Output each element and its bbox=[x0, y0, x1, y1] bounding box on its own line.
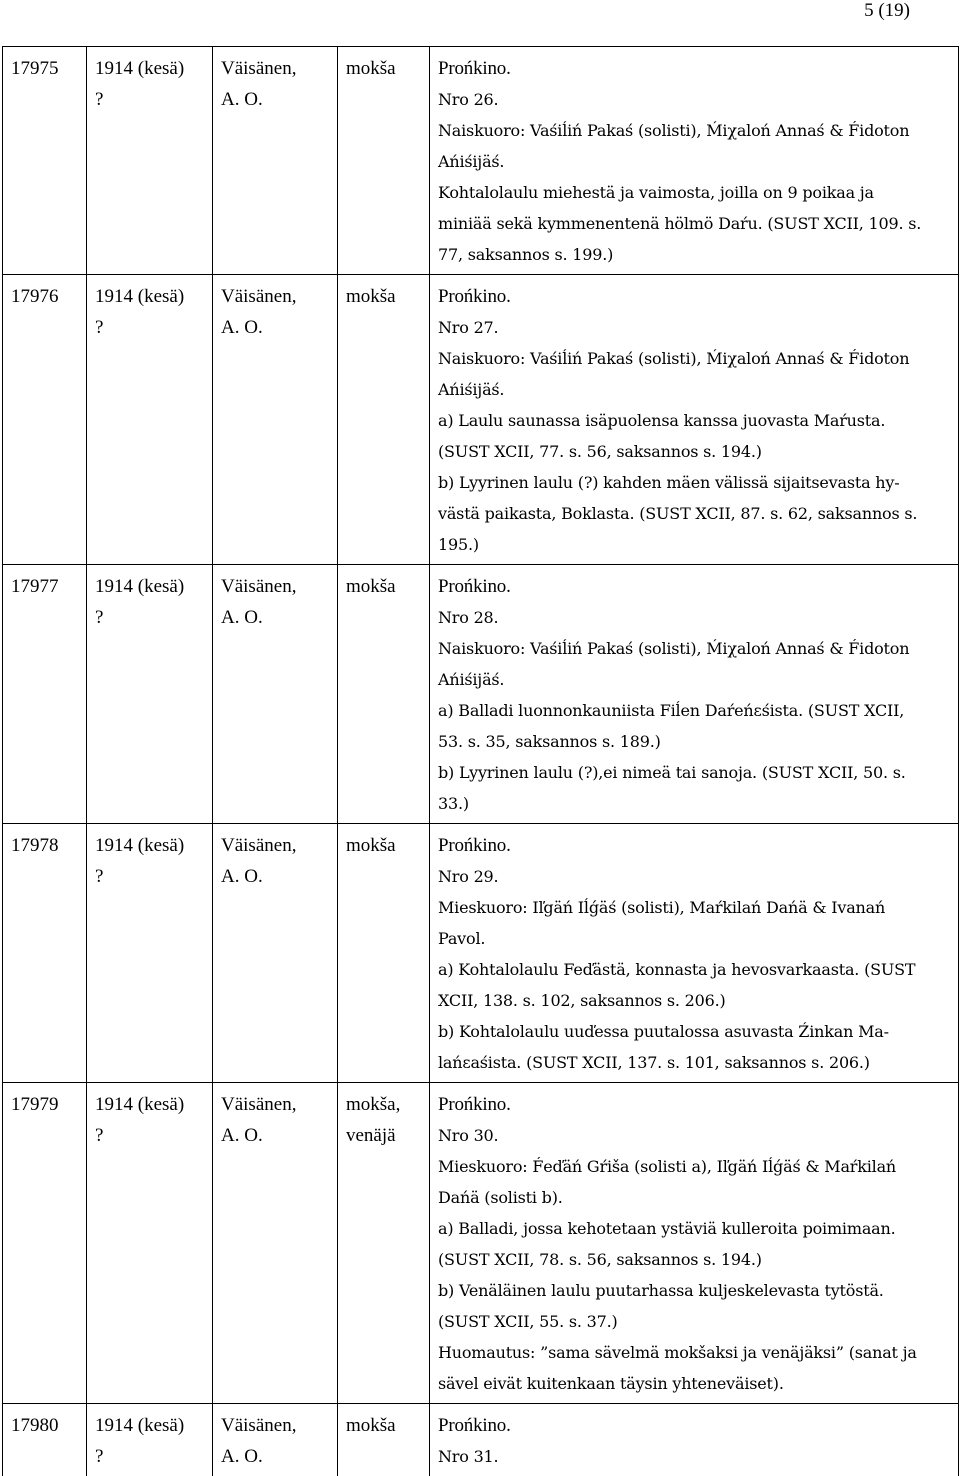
description-line: (SUST XCII, 55. s. 37.) bbox=[438, 1306, 950, 1337]
language-line: mokša bbox=[346, 571, 421, 602]
record-id: 17978 bbox=[3, 824, 87, 1083]
description-line: Kohtalolaulu miehestä ja vaimosta, joilla on 9 poikaa ja bbox=[438, 177, 950, 208]
record-collector bbox=[213, 1083, 338, 1404]
table-row bbox=[3, 275, 959, 565]
description-line: Pavol. bbox=[438, 923, 950, 954]
record-date bbox=[87, 565, 213, 824]
description-line: a) Balladi luonnonkauniista Fiĺen Daŕeńɛśista. (SUST XCII, bbox=[438, 695, 950, 726]
description-line: Huomautus: ”sama sävelmä mokšaksi ja venäjäksi” (sanat ja bbox=[438, 1337, 950, 1368]
description-line: b) Kohtalolaulu uuďessa puutalossa asuvasta Źinkan Ma- bbox=[438, 1016, 950, 1047]
catalog-body bbox=[3, 47, 959, 1476]
record-id: 17977 bbox=[3, 565, 87, 824]
catalog-table bbox=[2, 46, 959, 1476]
record-id: 17976 bbox=[3, 275, 87, 565]
description-line: a) Balladi, jossa kehotetaan ystäviä kulleroita poimimaan. bbox=[438, 1213, 950, 1244]
collector-line: A. O. bbox=[221, 602, 329, 633]
description-line: Ańiśijäś. bbox=[438, 374, 950, 405]
language-line: mokša, bbox=[346, 1089, 421, 1120]
description-line: Mieskuoro: Iľgäń Iĺǵäś (solisti), Maŕkilań Dańä & Ivanań bbox=[438, 892, 950, 923]
date-line: 1914 (kesä) bbox=[95, 1410, 204, 1441]
description-line: Prońkino. bbox=[438, 571, 950, 602]
record-collector bbox=[213, 824, 338, 1083]
date-line: 1914 (kesä) bbox=[95, 53, 204, 84]
description-line: Naiskuoro: Vaśiĺiń Pakaś (solisti), Ḿiχaloń Annaś & F́idoton bbox=[438, 115, 950, 146]
description-line: lańɛaśista. (SUST XCII, 137. s. 101, saksannos s. 206.) bbox=[438, 1047, 950, 1078]
description-line: Mieskuoro: F́eďäń Gŕiša (solisti a), Iľgäń Iĺǵäś & Maŕkilań bbox=[438, 1151, 950, 1182]
description-line: Nro 28. bbox=[438, 602, 950, 633]
record-description bbox=[430, 824, 959, 1083]
language-line: mokša bbox=[346, 1410, 421, 1441]
description-line: Prońkino. bbox=[438, 53, 950, 84]
description-line: b) Lyyrinen laulu (?) kahden mäen välissä sijaitsevasta hy- bbox=[438, 467, 950, 498]
description-line: b) Venäläinen laulu puutarhassa kuljeskelevasta tytöstä. bbox=[438, 1275, 950, 1306]
table-row bbox=[3, 47, 959, 275]
record-description bbox=[430, 275, 959, 565]
date-line: 1914 (kesä) bbox=[95, 830, 204, 861]
page-number: 5 (19) bbox=[864, 0, 910, 22]
collector-line: Väisänen, bbox=[221, 1089, 329, 1120]
date-line: 1914 (kesä) bbox=[95, 281, 204, 312]
description-line: Prońkino. bbox=[438, 281, 950, 312]
record-date bbox=[87, 47, 213, 275]
record-description bbox=[430, 1404, 959, 1476]
record-date bbox=[87, 1083, 213, 1404]
language-line: venäjä bbox=[346, 1120, 421, 1151]
language-line: mokša bbox=[346, 281, 421, 312]
description-line: 53. s. 35, saksannos s. 189.) bbox=[438, 726, 950, 757]
date-line: ? bbox=[95, 1441, 204, 1472]
table-row bbox=[3, 1083, 959, 1404]
description-line: a) Kohtalolaulu Feďästä, konnasta ja hevosvarkaasta. (SUST bbox=[438, 954, 950, 985]
collector-line: Väisänen, bbox=[221, 830, 329, 861]
description-line: 77, saksannos s. 199.) bbox=[438, 239, 950, 270]
collector-line: A. O. bbox=[221, 312, 329, 343]
description-line: miniää sekä kymmenentenä hölmö Daŕu. (SUST XCII, 109. s. bbox=[438, 208, 950, 239]
date-line: 1914 (kesä) bbox=[95, 571, 204, 602]
collector-line: A. O. bbox=[221, 1441, 329, 1472]
record-id: 17979 bbox=[3, 1083, 87, 1404]
language-line: mokša bbox=[346, 53, 421, 84]
record-language bbox=[338, 1404, 430, 1476]
record-date bbox=[87, 1404, 213, 1476]
date-line: ? bbox=[95, 602, 204, 633]
description-line: Prońkino. bbox=[438, 1089, 950, 1120]
record-description bbox=[430, 565, 959, 824]
date-line: ? bbox=[95, 861, 204, 892]
record-description bbox=[430, 1083, 959, 1404]
date-line: ? bbox=[95, 84, 204, 115]
date-line: ? bbox=[95, 1120, 204, 1151]
description-line: (SUST XCII, 78. s. 56, saksannos s. 194.) bbox=[438, 1244, 950, 1275]
record-language bbox=[338, 1083, 430, 1404]
description-line: Dańä (solisti b). bbox=[438, 1182, 950, 1213]
description-line: Nro 30. bbox=[438, 1120, 950, 1151]
collector-line: A. O. bbox=[221, 1120, 329, 1151]
description-line: 33.) bbox=[438, 788, 950, 819]
description-line: XCII, 138. s. 102, saksannos s. 206.) bbox=[438, 985, 950, 1016]
description-line: Ańiśijäś. bbox=[438, 664, 950, 695]
collector-line: Väisänen, bbox=[221, 1410, 329, 1441]
date-line: 1914 (kesä) bbox=[95, 1089, 204, 1120]
collector-line: Väisänen, bbox=[221, 571, 329, 602]
description-line: Nro 29. bbox=[438, 861, 950, 892]
record-language bbox=[338, 275, 430, 565]
record-language bbox=[338, 824, 430, 1083]
description-line: a) Laulu saunassa isäpuolensa kanssa juovasta Maŕusta. bbox=[438, 405, 950, 436]
description-line: Nro 27. bbox=[438, 312, 950, 343]
description-line: Nro 26. bbox=[438, 84, 950, 115]
record-date bbox=[87, 824, 213, 1083]
table-row bbox=[3, 824, 959, 1083]
description-line: Naiskuoro: Vaśiĺiń Pakaś (solisti), Ḿiχaloń Annaś & F́idoton bbox=[438, 343, 950, 374]
description-line: västä paikasta, Boklasta. (SUST XCII, 87. s. 62, saksannos s. bbox=[438, 498, 950, 529]
language-line: mokša bbox=[346, 830, 421, 861]
description-line: (SUST XCII, 77. s. 56, saksannos s. 194.) bbox=[438, 436, 950, 467]
description-line: 195.) bbox=[438, 529, 950, 560]
description-line: Naiskuoro: Vaśiĺiń Pakaś (solisti), Ḿiχaloń Annaś & F́idoton bbox=[438, 633, 950, 664]
collector-line: Väisänen, bbox=[221, 53, 329, 84]
table-row bbox=[3, 1404, 959, 1476]
record-date bbox=[87, 275, 213, 565]
date-line: ? bbox=[95, 312, 204, 343]
record-id: 17980 bbox=[3, 1404, 87, 1476]
description-line: Prońkino. bbox=[438, 1410, 950, 1441]
description-line: Ańiśijäś. bbox=[438, 146, 950, 177]
description-line: b) Lyyrinen laulu (?),ei nimeä tai sanoja. (SUST XCII, 50. s. bbox=[438, 757, 950, 788]
collector-line: Väisänen, bbox=[221, 281, 329, 312]
record-id: 17975 bbox=[3, 47, 87, 275]
record-collector bbox=[213, 47, 338, 275]
description-line: Nro 31. bbox=[438, 1441, 950, 1472]
table-row bbox=[3, 565, 959, 824]
record-collector bbox=[213, 275, 338, 565]
record-language bbox=[338, 565, 430, 824]
record-collector bbox=[213, 1404, 338, 1476]
record-description bbox=[430, 47, 959, 275]
record-language bbox=[338, 47, 430, 275]
description-line: Prońkino. bbox=[438, 830, 950, 861]
record-collector bbox=[213, 565, 338, 824]
description-line: sävel eivät kuitenkaan täysin yhteneväiset). bbox=[438, 1368, 950, 1399]
collector-line: A. O. bbox=[221, 84, 329, 115]
collector-line: A. O. bbox=[221, 861, 329, 892]
